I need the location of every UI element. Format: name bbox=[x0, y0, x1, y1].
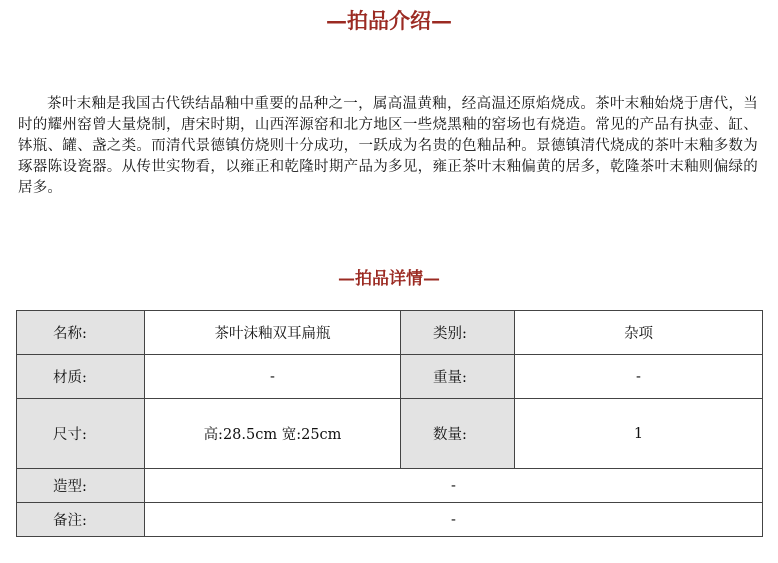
weight-value: - bbox=[515, 355, 763, 399]
intro-section-title: —拍品介绍— bbox=[326, 8, 452, 33]
details-section-title: —拍品详情— bbox=[338, 269, 440, 289]
size-value: 高:28.5cm 宽:25cm bbox=[145, 399, 401, 469]
quantity-label: 数量: bbox=[433, 427, 467, 443]
category-value: 杂项 bbox=[515, 311, 763, 355]
size-label-cell bbox=[17, 399, 145, 469]
name-label: 名称: bbox=[53, 326, 87, 342]
category-label: 类别: bbox=[433, 326, 467, 342]
remark-label-cell bbox=[17, 503, 145, 537]
weight-label-cell bbox=[401, 355, 515, 399]
category-label-cell bbox=[401, 311, 515, 355]
table-row bbox=[17, 503, 763, 537]
weight-label: 重量: bbox=[433, 370, 467, 386]
quantity-label-cell bbox=[401, 399, 515, 469]
name-value: 茶叶沫釉双耳扁瓶 bbox=[145, 311, 401, 355]
shape-label-cell bbox=[17, 469, 145, 503]
size-label: 尺寸: bbox=[53, 427, 87, 443]
table-row bbox=[17, 399, 763, 469]
material-value: - bbox=[145, 355, 401, 399]
details-table bbox=[16, 310, 763, 537]
shape-label: 造型: bbox=[53, 479, 87, 495]
table-row bbox=[17, 311, 763, 355]
material-label-cell bbox=[17, 355, 145, 399]
quantity-value: 1 bbox=[515, 399, 763, 469]
material-label: 材质: bbox=[53, 370, 87, 386]
table-row bbox=[17, 355, 763, 399]
table-row bbox=[17, 469, 763, 503]
intro-paragraph: 茶叶末釉是我国古代铁结晶釉中重要的品种之一，属高温黄釉，经高温还原焰烧成。茶叶末釉始烧于唐代，当时的耀州窑曾大量烧制，唐宋时期，山西浑源窑和北方地区一些烧黑釉的窑场也有烧造。常见的产品有执壶、缸、钵瓶、罐、盏之类。而清代景德镇仿烧则十分成功，一跃成为名贵的色釉品种。景德镇清代烧成的茶叶末釉多数为琢器陈设瓷器。从传世实物看，以雍正和乾隆时期产品为多见，雍正茶叶末釉偏黄的居多，乾隆茶叶末釉则偏绿的居多。 bbox=[18, 96, 758, 196]
remark-label: 备注: bbox=[53, 513, 87, 529]
remark-value: - bbox=[145, 503, 763, 537]
shape-value: - bbox=[145, 469, 763, 503]
name-label-cell bbox=[17, 311, 145, 355]
